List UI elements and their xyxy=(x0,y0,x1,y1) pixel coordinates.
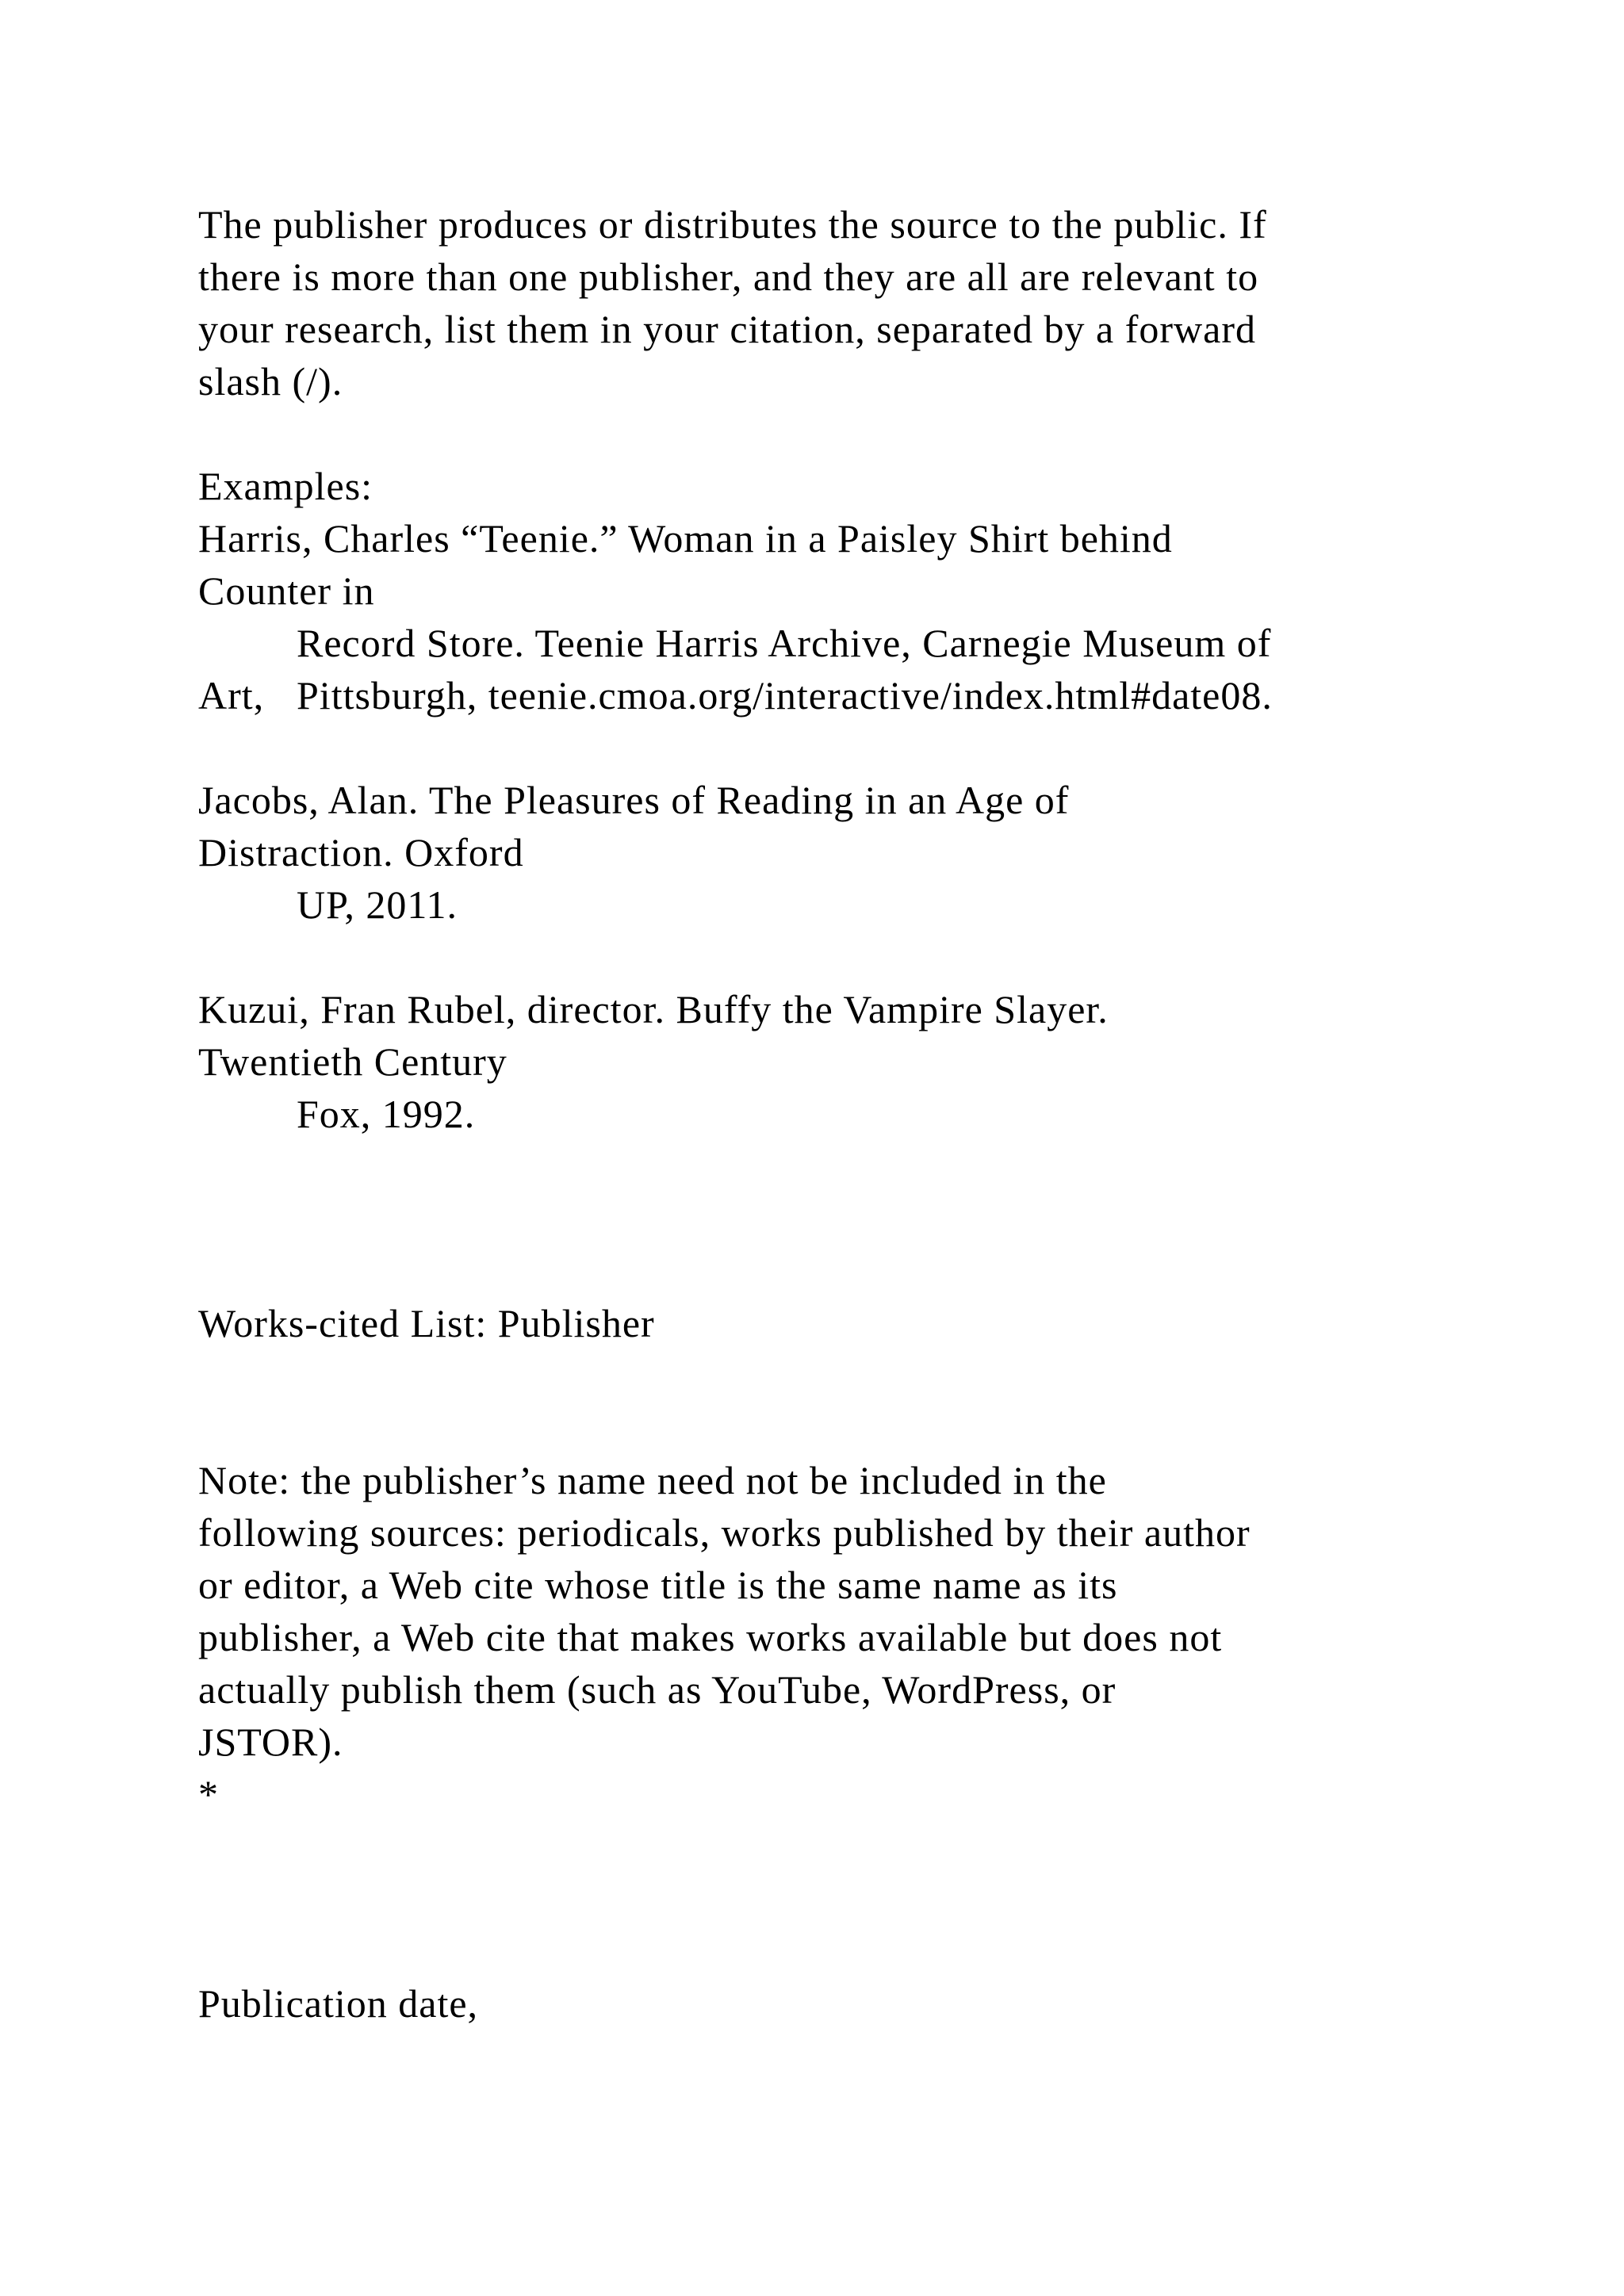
note-line-3: or editor, a Web cite whose title is the same name as its xyxy=(198,1563,1118,1607)
example-harris-line-4: Pittsburgh, teenie.cmoa.org/interactive/index.html#date08. xyxy=(297,673,1273,718)
example-jacobs-line-2: Distraction. Oxford xyxy=(198,830,524,874)
intro-line-2: there is more than one publisher, and they are all are relevant to xyxy=(198,254,1259,299)
intro-line-4: slash (/). xyxy=(198,359,343,404)
note-line-1: Note: the publisher’s name need not be included in the xyxy=(198,1458,1107,1502)
asterisk-marker: * xyxy=(198,1772,219,1816)
section-heading: Works-cited List: Publisher xyxy=(198,1301,655,1345)
example-kuzui-line-2: Twentieth Century xyxy=(198,1039,508,1084)
example-kuzui-line-1: Kuzui, Fran Rubel, director. Buffy the Vampire Slayer. xyxy=(198,987,1109,1031)
example-harris-line-4-prefix: Art, xyxy=(198,673,265,718)
example-jacobs-line-3: UP, 2011. xyxy=(297,882,458,927)
intro-line-3: your research, list them in your citation, separated by a forward xyxy=(198,307,1256,351)
note-line-4: publisher, a Web cite that makes works available but does not xyxy=(198,1615,1223,1659)
example-harris-line-1: Harris, Charles “Teenie.” Woman in a Paisley Shirt behind xyxy=(198,516,1173,561)
note-line-2: following sources: periodicals, works published by their author xyxy=(198,1510,1251,1555)
example-harris-line-3: Record Store. Teenie Harris Archive, Carnegie Museum of xyxy=(297,621,1272,665)
note-line-6: JSTOR). xyxy=(198,1720,343,1764)
example-jacobs-line-1: Jacobs, Alan. The Pleasures of Reading in an Age of xyxy=(198,778,1070,822)
intro-line-1: The publisher produces or distributes the source to the public. If xyxy=(198,202,1267,247)
examples-label: Examples: xyxy=(198,464,373,508)
example-harris-line-2: Counter in xyxy=(198,568,375,613)
next-heading: Publication date, xyxy=(198,1981,479,2026)
example-kuzui-line-3: Fox, 1992. xyxy=(297,1092,476,1136)
note-line-5: actually publish them (such as YouTube, WordPress, or xyxy=(198,1667,1116,1712)
